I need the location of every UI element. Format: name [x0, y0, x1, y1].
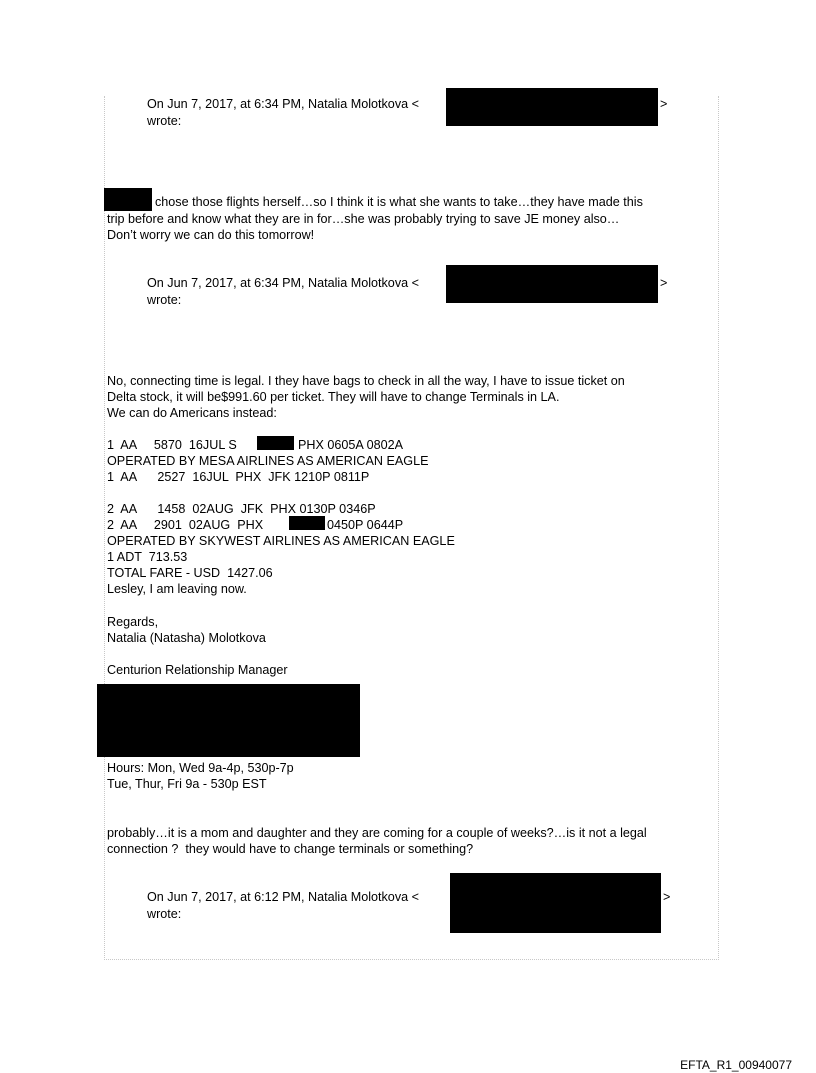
itinerary-line: OPERATED BY SKYWEST AIRLINES AS AMERICAN EAGLE: [107, 534, 455, 548]
itinerary-line: 0450P 0644P: [327, 518, 404, 532]
itinerary-line: 1 AA 2527 16JUL PHX JFK 1210P 0811P: [107, 470, 370, 484]
redaction-box: [446, 265, 658, 303]
quote-wrote: wrote:: [147, 293, 182, 307]
itinerary-line: 2 AA 1458 02AUG JFK PHX 0130P 0346P: [107, 502, 376, 516]
redaction-box: [257, 436, 294, 450]
signature-name: Natalia (Natasha) Molotkova: [107, 631, 266, 645]
itinerary-line: OPERATED BY MESA AIRLINES AS AMERICAN EAGLE: [107, 454, 429, 468]
body-line: No, connecting time is legal. I they have bags to check in all the way, I have to issue ticket on: [107, 374, 625, 388]
redaction-box: [446, 88, 658, 126]
quote-header-end: >: [660, 276, 668, 290]
quote-header: On Jun 7, 2017, at 6:12 PM, Natalia Molotkova <: [147, 890, 419, 904]
body-line: Don’t worry we can do this tomorrow!: [107, 228, 315, 242]
body-line: trip before and know what they are in for…she was probably trying to save JE money also…: [107, 212, 620, 226]
itinerary-line: Lesley, I am leaving now.: [107, 582, 247, 596]
signature-title: Centurion Relationship Manager: [107, 663, 288, 677]
quote-header-end: >: [660, 97, 668, 111]
redaction-box: [97, 684, 360, 757]
itinerary-line: PHX 0605A 0802A: [298, 438, 404, 452]
redaction-box: [289, 516, 325, 530]
body-line: Delta stock, it will be$991.60 per ticket. They will have to change Terminals in LA.: [107, 390, 560, 404]
signature-hours: Hours: Mon, Wed 9a-4p, 530p-7p: [107, 761, 294, 775]
signature-regards: Regards,: [107, 615, 159, 629]
redaction-box: [450, 873, 661, 933]
body-line: chose those flights herself…so I think it is what she wants to take…they have made this: [155, 195, 643, 209]
signature-hours: Tue, Thur, Fri 9a - 530p EST: [107, 777, 267, 791]
itinerary-line: TOTAL FARE - USD 1427.06: [107, 566, 273, 580]
body-line: connection ? they would have to change terminals or something?: [107, 842, 474, 856]
quote-wrote: wrote:: [147, 114, 182, 128]
body-line: We can do Americans instead:: [107, 406, 277, 420]
itinerary-line: 1 AA 5870 16JUL S: [107, 438, 237, 452]
body-line: probably…it is a mom and daughter and they are coming for a couple of weeks?…is it not a legal: [107, 826, 647, 840]
quote-wrote: wrote:: [147, 907, 182, 921]
redaction-box: [104, 188, 152, 211]
document-id: EFTA_R1_00940077: [680, 1058, 792, 1072]
itinerary-line: 2 AA 2901 02AUG PHX: [107, 518, 264, 532]
quote-header-end: >: [663, 890, 671, 904]
itinerary-line: 1 ADT 713.53: [107, 550, 188, 564]
quote-header: On Jun 7, 2017, at 6:34 PM, Natalia Molotkova <: [147, 97, 419, 111]
quote-header: On Jun 7, 2017, at 6:34 PM, Natalia Molotkova <: [147, 276, 419, 290]
